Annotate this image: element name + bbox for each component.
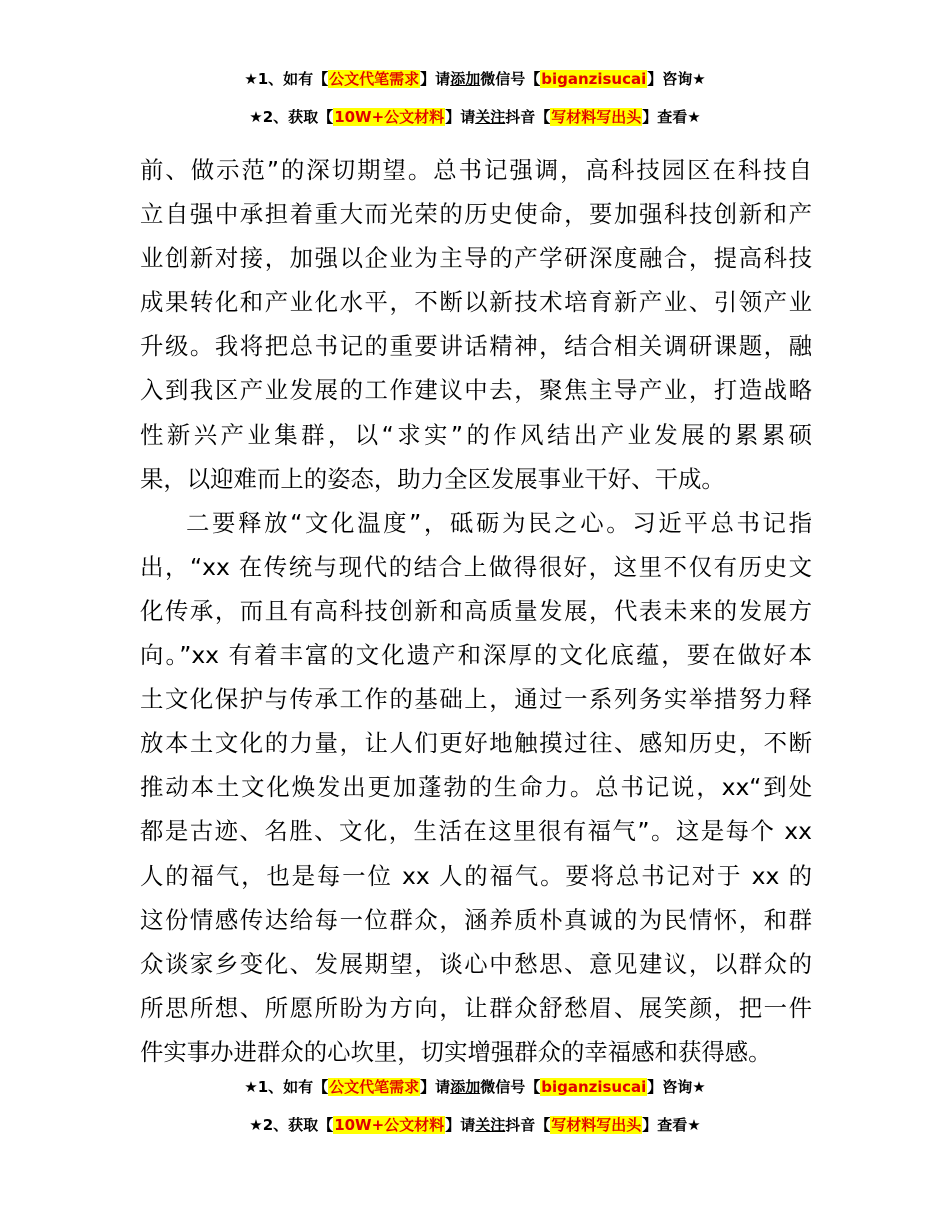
body-line: 性新兴产业集群，以“求实”的作风结出产业发展的累累硕 bbox=[140, 420, 812, 449]
banner-text: 】请 bbox=[420, 70, 451, 88]
underlined-text: 添加 bbox=[450, 1078, 481, 1096]
body-line: 都是古迹、名胜、文化，生活在这里很有福气”。这是每个 xx bbox=[140, 817, 812, 846]
body-line: 众谈家乡变化、发展期望，谈心中愁思、意见建议，以群众的 bbox=[140, 949, 812, 978]
douyin-account: 写材料写出头 bbox=[551, 108, 642, 126]
footer-banner-line-2 bbox=[0, 1114, 950, 1136]
banner-text: 】咨询★ bbox=[647, 1078, 706, 1096]
banner-text: ★1、如有【 bbox=[244, 70, 329, 88]
body-line: 土文化保护与传承工作的基础上，通过一系列务实举措努力释 bbox=[140, 685, 812, 714]
douyin-account: 写材料写出头 bbox=[551, 1116, 642, 1134]
body-line: 所思所想、所愿所盼为方向，让群众舒愁眉、展笑颜，把一件 bbox=[140, 993, 812, 1022]
body-line: 前、做示范”的深切期望。总书记强调，高科技园区在科技自 bbox=[140, 156, 812, 184]
banner-text: 微信号【 bbox=[480, 70, 541, 88]
banner-text: ★2、获取【 bbox=[249, 1116, 334, 1134]
banner-text: 微信号【 bbox=[480, 1078, 541, 1096]
banner-text: ★2、获取【 bbox=[249, 108, 334, 126]
underlined-text: 添加 bbox=[450, 70, 481, 88]
footer-banner-line-1 bbox=[0, 1076, 950, 1098]
wechat-id: biganzisucai bbox=[541, 70, 647, 88]
highlight-text: 公文代笔需求 bbox=[329, 70, 420, 88]
body-line: 人的福气，也是每一位 xx 人的福气。要将总书记对于 xx 的 bbox=[140, 861, 812, 890]
body-line: 化传承，而且有高科技创新和高质量发展，代表未来的发展方 bbox=[140, 596, 812, 625]
body-line: 二要释放“文化温度”，砥砺为民之心。习近平总书记指 bbox=[186, 508, 812, 537]
body-line: 向。”xx 有着丰富的文化遗产和深厚的文化底蕴，要在做好本 bbox=[140, 641, 812, 670]
body-line: 成果转化和产业化水平，不断以新技术培育新产业、引领产业 bbox=[140, 288, 812, 317]
body-line: 立自强中承担着重大而光荣的历史使命，要加强科技创新和产 bbox=[140, 200, 812, 229]
document-body bbox=[140, 148, 812, 1074]
banner-text: 】请 bbox=[445, 108, 476, 126]
body-line: 入到我区产业发展的工作建议中去，聚焦主导产业，打造战略 bbox=[140, 376, 812, 405]
body-line: 这份情感传达给每一位群众，涵养质朴真诚的为民情怀，和群 bbox=[140, 905, 812, 934]
banner-text: 】咨询★ bbox=[647, 70, 706, 88]
highlight-text: 10W+公文材料 bbox=[334, 1116, 445, 1134]
body-line: 推动本土文化焕发出更加蓬勃的生命力。总书记说，xx“到处 bbox=[140, 773, 812, 802]
body-line: 件实事办进群众的心坎里，切实增强群众的幸福感和获得感。 bbox=[140, 1037, 772, 1066]
header-banner-line-2 bbox=[0, 106, 950, 128]
banner-text: ★1、如有【 bbox=[244, 1078, 329, 1096]
body-line: 出，“xx 在传统与现代的结合上做得很好，这里不仅有历史文 bbox=[140, 552, 812, 581]
banner-text: 抖音【 bbox=[505, 1116, 551, 1134]
body-line: 放本土文化的力量，让人们更好地触摸过往、感知历史，不断 bbox=[140, 729, 812, 758]
banner-text: 】请 bbox=[420, 1078, 451, 1096]
body-line: 升级。我将把总书记的重要讲话精神，结合相关调研课题，融 bbox=[140, 332, 812, 361]
underlined-text: 关注 bbox=[475, 108, 506, 126]
header-banner-line-1 bbox=[0, 68, 950, 90]
highlight-text: 公文代笔需求 bbox=[329, 1078, 420, 1096]
banner-text: 】请 bbox=[445, 1116, 476, 1134]
banner-text: 】查看★ bbox=[642, 108, 701, 126]
underlined-text: 关注 bbox=[475, 1116, 506, 1134]
wechat-id: biganzisucai bbox=[541, 1078, 647, 1096]
banner-text: 抖音【 bbox=[505, 108, 551, 126]
body-line: 业创新对接，加强以企业为主导的产学研深度融合，提高科技 bbox=[140, 244, 812, 273]
highlight-text: 10W+公文材料 bbox=[334, 108, 445, 126]
body-line: 果，以迎难而上的姿态，助力全区发展事业干好、干成。 bbox=[140, 464, 725, 493]
banner-text: 】查看★ bbox=[642, 1116, 701, 1134]
